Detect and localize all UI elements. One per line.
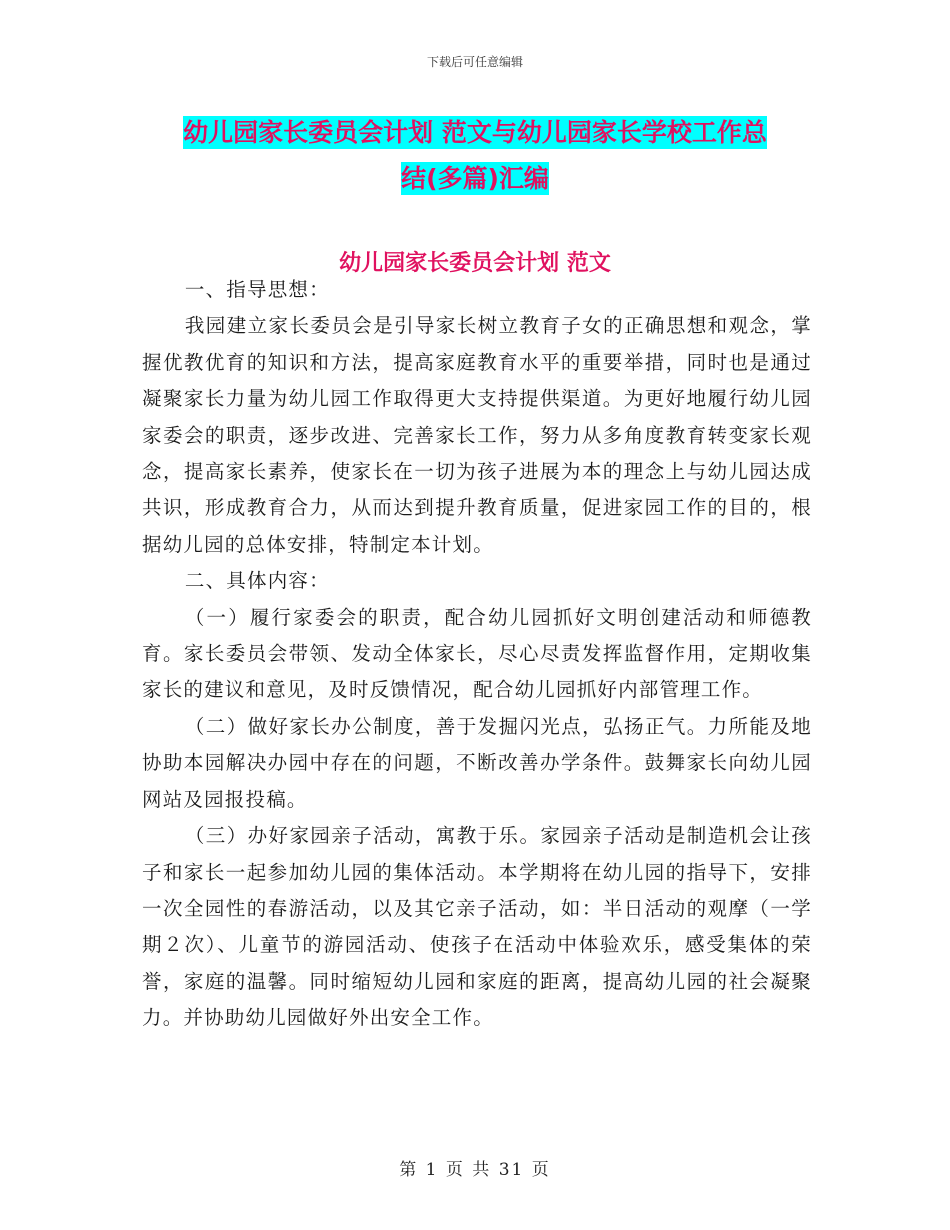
document-title-line-1: 幼儿园家长委员会计划 范文与幼儿园家长学校工作总: [183, 118, 767, 147]
document-title-line-2: 结(多篇)汇编: [401, 164, 549, 193]
paragraph-item-3: （三）办好家园亲子活动，寓教于乐。家园亲子活动是制造机会让孩子和家长一起参加幼儿园的集体活动。本学期将在幼儿园的指导下，安排一次全园性的春游活动，以及其它亲子活动，如：半日活动的观摩（一学期２次）、儿童节的游园活动、使孩子在活动中体验欢乐，感受集体的荣誉，家庭的温馨。同时缩短幼儿园和家庭的距离，提高幼儿园的社会凝聚力。并协助幼儿园做好外出安全工作。: [142, 824, 812, 1030]
section-title: 幼儿园家长委员会计划 范文: [339, 251, 611, 276]
paragraph-item-1: （一）履行家委会的职责，配合幼儿园抓好文明创建活动和师德教育。家长委员会带领、发动全体家长，尽心尽责发挥监督作用，定期收集家长的建议和意见，及时反馈情况，配合幼儿园抓好内部管理工作。: [142, 605, 812, 702]
document-body: [142, 272, 812, 1037]
paragraph-guiding-thought: 我园建立家长委员会是引导家长树立教育子女的正确思想和观念，掌握优教优育的知识和方法，提高家庭教育水平的重要举措，同时也是通过凝聚家长力量为幼儿园工作取得更大支持提供渠道。为更好地履行幼儿园家委会的职责，逐步改进、完善家长工作，努力从多角度教育转变家长观念，提高家长素养，使家长在一切为孩子进展为本的理念上与幼儿园达成共识，形成教育合力，从而达到提升教育质量，促进家园工作的目的，根据幼儿园的总体安排，特制定本计划。: [142, 314, 812, 556]
heading-specific-content: 二、具体内容：: [184, 569, 330, 593]
page-number: 第 1 页 共 31 页: [399, 1160, 551, 1180]
document-title: [140, 110, 810, 202]
paragraph-item-2: （二）做好家长办公制度，善于发掘闪光点，弘扬正气。力所能及地协助本园解决办园中存在的问题，不断改善办学条件。鼓舞家长向幼儿园网站及园报投稿。: [142, 714, 812, 811]
header-note: 下载后可任意编辑: [426, 55, 523, 69]
heading-guiding-thought: 一、指导思想：: [184, 278, 330, 301]
